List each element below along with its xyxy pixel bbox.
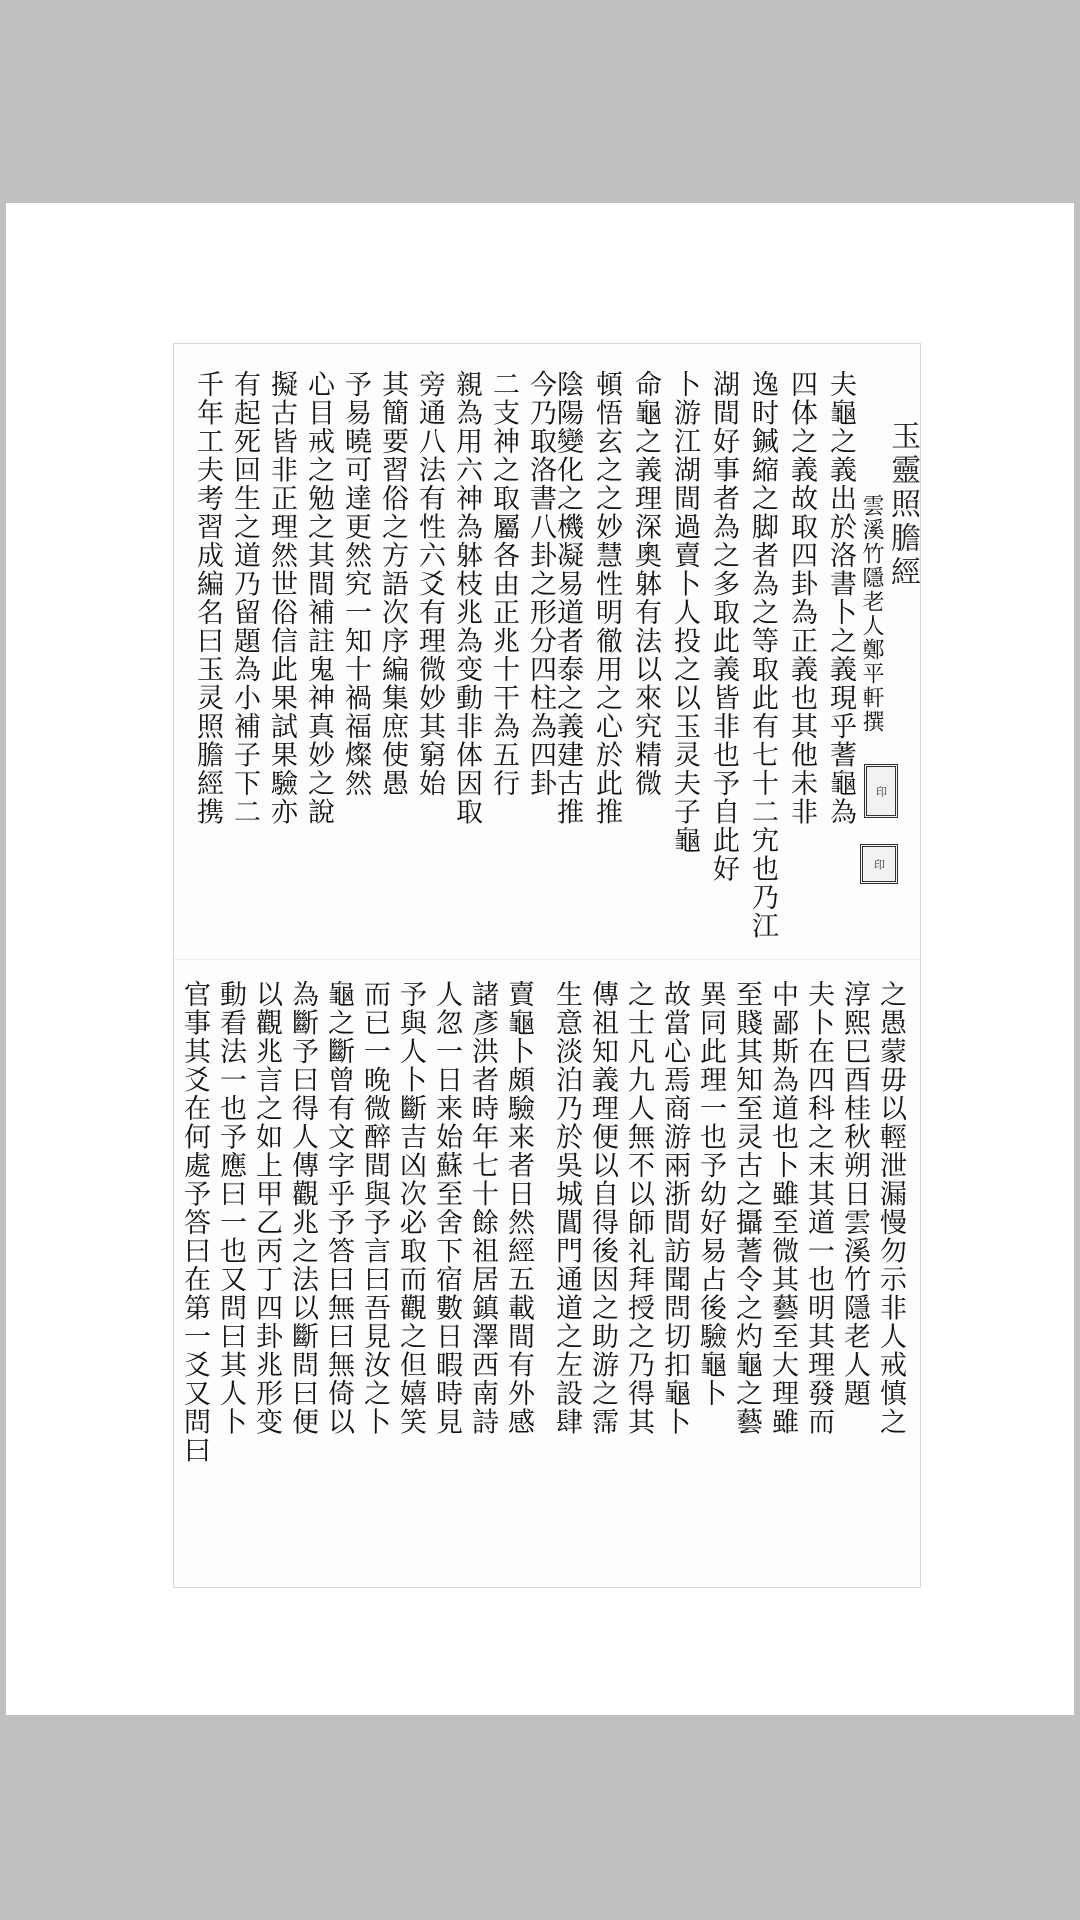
text-column: 龜之斷曾有文字乎予答曰無曰無倚以 — [323, 980, 354, 1436]
panel-top-right — [552, 370, 896, 940]
text-column: 有起死回生之道乃留題為小補子下二 — [229, 370, 260, 826]
text-column: 今乃取洛書八卦之形分四柱為四卦 — [525, 370, 556, 798]
text-column: 生意淡泊乃於吳城閶門通道之左設肆 — [551, 980, 582, 1436]
text-column: 予與人卜斷吉凶次必取而觀之但嬉笑 — [395, 980, 426, 1436]
text-column: 予易曉可達更然究一知十禍福燦然 — [340, 370, 371, 798]
text-column: 故當心焉商游兩浙間訪聞問切扣龜卜 — [659, 980, 690, 1436]
seal-stamp: 印 — [864, 764, 898, 818]
page-divider — [174, 959, 920, 960]
seal-stamp: 印 — [860, 844, 898, 884]
text-column: 擬古皆非正理然世俗信此果試果驗亦 — [266, 370, 297, 826]
text-column: 異同此理一也予幼好易占後驗龜卜 — [695, 980, 726, 1408]
text-column: 淳熙巳酉桂秋朔日雲溪竹隱老人題 — [839, 980, 870, 1408]
text-column: 夫卜在四科之末其道一也明其理發而 — [803, 980, 834, 1436]
text-column: 至賤其知至灵古之攝蓍令之灼龜之藝 — [731, 980, 762, 1436]
document-page — [6, 203, 1074, 1715]
text-column: 諸彥洪者時年七十餘祖居鎮澤西南詩 — [467, 980, 498, 1436]
author-line: 雲溪竹隱老人鄭平軒撰 — [859, 494, 884, 734]
text-column: 官事其爻在何處予答曰在第一爻又問曰 — [179, 980, 210, 1465]
text-column: 賣龜卜頗驗来者日然經五載間有外感 — [503, 980, 534, 1436]
text-column: 四体之義故取四卦為正義也其他未非 — [786, 370, 817, 826]
text-column: 傳祖知義理便以自得後因之助游之霈 — [587, 980, 618, 1436]
panel-bottom-right — [550, 980, 914, 1570]
text-column: 陰陽變化之機凝易道者泰之義建古推 — [552, 370, 583, 826]
panel-bottom-left — [178, 980, 542, 1570]
text-column: 中鄙斯為道也卜雖至微其藝至大理雖 — [767, 980, 798, 1436]
text-column: 而已一晚微醉間與予言曰吾見汝之卜 — [359, 980, 390, 1436]
text-column: 卜游江湖間過賣卜人投之以玉灵夫子龜 — [669, 370, 700, 855]
text-column: 動看法一也予應曰一也又問曰其人卜 — [215, 980, 246, 1436]
text-column: 頓悟玄之之妙慧性明徹用之心於此推 — [591, 370, 622, 826]
text-column: 之愚蒙毋以輕泄漏慢勿示非人戒慎之 — [875, 980, 906, 1436]
text-column: 為斷予曰得人傳觀兆之法以斷問曰便 — [287, 980, 318, 1436]
panel-top-left — [182, 370, 562, 940]
text-column: 親為用六神為躰枝兆為变動非体因取 — [451, 370, 482, 826]
text-column: 命龜之義理深奧躰有法以來究精微 — [630, 370, 661, 798]
text-column: 之士凡九人無不以師礼拜授之乃得其 — [623, 980, 654, 1436]
text-column: 人忽一日来始蘇至舍下宿數日暇時見 — [431, 980, 462, 1436]
text-column: 旁通八法有性六爻有理微妙其窮始 — [414, 370, 445, 798]
document-title: 玉靈照膽經 — [885, 420, 920, 590]
text-column: 以觀兆言之如上甲乙丙丁四卦兆形变 — [251, 980, 282, 1436]
text-column: 二支神之取屬各由正兆十干為五行 — [488, 370, 519, 798]
text-column: 夫龜之義出於洛書卜之義現乎蓍龜為 — [825, 370, 856, 826]
text-column: 湖間好事者為之多取此義皆非也予自此好 — [708, 370, 739, 883]
text-column: 心目戒之勉之其間補註鬼神真妙之說 — [303, 370, 334, 826]
manuscript-frame — [173, 343, 921, 1588]
text-column: 千年工夫考習成編名曰玉灵照膽經携 — [192, 370, 223, 826]
text-column: 逸时鍼縮之脚者為之等取此有七十二宄也乃江 — [747, 370, 778, 940]
text-column: 其簡要習俗之方語次序編集庶使愚 — [377, 370, 408, 798]
